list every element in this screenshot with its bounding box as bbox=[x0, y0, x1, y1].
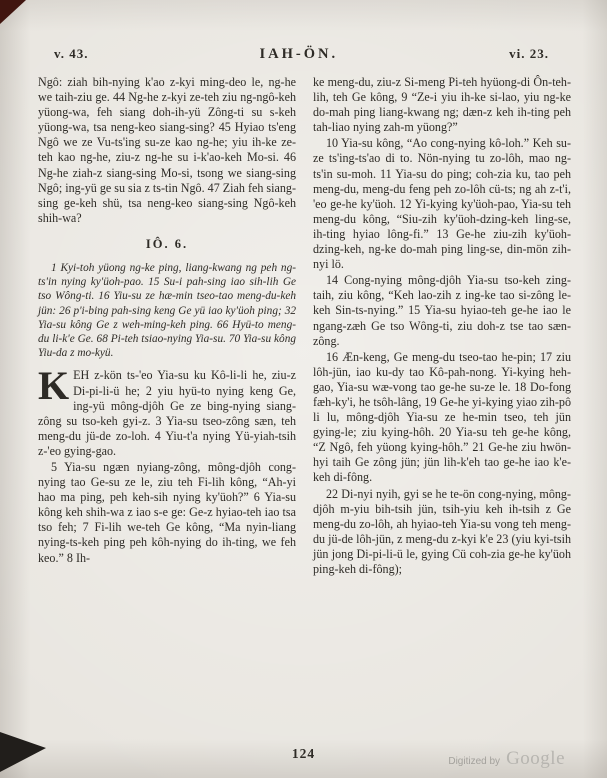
paragraph-continuation: Ngô: ziah bih-nying k'ao z-kyi ming-deo le, ng-he we taih-ziu ge. 44 Ng-he z-kyi ze-teh ziu ng-ngô-keh yüong-wa, feh siang doh-ih-yü Zông-ti su s-keh yüong-wa, tsa neng-keo siang-sing? 45 Hyiao ts'eng Ngô we ze Vu-ts'ing su-ze kao ng-he; yiu ih-ke ze-teh kao ng-he, ziu-z ng-he su i-k'ao-keh Mo-si. 46 Ng-he ziah-z siang-sing Mo-si, tsong we siang-sing Ngô; ing-yü ge su sia z ts-tin Ngô. 47 Ziah feh siang-sing ge-keh shü, tsa neng-keo siang-sing Ngô-keh shih-wa? bbox=[38, 75, 296, 225]
right-column bbox=[313, 75, 571, 735]
text-body bbox=[0, 63, 607, 735]
scan-artifact-corner-bottom-left-icon bbox=[0, 732, 46, 772]
google-logo: Google bbox=[506, 748, 565, 769]
paragraph-continuation: ke meng-du, ziu-z Si-meng Pi-teh hyüong-di Ôn-teh-lih, teh Ge kông, 9 “Ze-i yiu ih-ke si-lao, yiu ng-ke do-mah ping liang-kwang ng; dæn-z keh ih-ting peh tah-liao nying zah-m yüong?” bbox=[313, 75, 571, 135]
verse-reference-left: v. 43. bbox=[54, 46, 89, 61]
chapter-summary: 1 Kyi-toh yüong ng-ke ping, liang-kwang ng peh ng-ts'in nying ky'üoh-pao. 15 Su-i pah-sing iao sih-lih Ge tso Wông-ti. 16 Yiu-su ze hæ-min tseo-tao meng-du-keh jün: 26 p'i-bing pah-sing keng Ge yü iao ky'üoh ping; 32 Yia-su kông Ge z weh-ming-keh ping. 66 Hyü-to meng-du li-k'e Ge. 68 Pi-teh tsiao-nying Yia-su. 70 Yia-su kông Yiu-da z mo-kyü. bbox=[38, 262, 296, 360]
paragraph: 10 Yia-su kông, “Ao cong-nying kô-loh.” Keh su-ze ts'ing-ts'ao di to. Nön-nying tu zo-lôh, mao ng-ts'in su-moh. 11 Yia-su do ping; coh-zia ku, tao peh meng-du, meng-du feng peh zo-lôh cü-ts; ng ah z-t'i, 'eo ge-he ky'üoh. 12 Yi-kying ky'üoh-pao, Yia-su teh meng-du kông, “Siu-zih ky'üoh-dzing-keh ling-se, ih-ting hyiao lông-fi.” 13 Ge-he ziu-zih ky'üoh-dzing-keh, ng-ke do-mah ping ling-se, din-mön zih-nyi lö. bbox=[313, 136, 571, 272]
drop-cap-letter: K bbox=[38, 363, 70, 409]
paragraph: 5 Yia-su ngæn nyiang-zông, mông-djôh cong-nying tao Ge-su ze le, ziu teh Fi-lih kông, “Ah-yi hao ma ping, peh keh-sih nying ky'üoh?” 6 Yia-su kông keh shih-wa z iao s-e ge: Ge-z hyiao-teh iao tsa tso feh; 7 Fi-lih we-teh Ge kông, “Ma nyin-liang nying-ts-keh ping peh kôh-nying do ih-ting, we feh keo.” 8 Ih- bbox=[38, 460, 296, 565]
scan-artifact-corner-top-left-icon bbox=[0, 0, 26, 24]
paragraph: 16 Æn-keng, Ge meng-du tseo-tao he-pin; 17 ziu lôh-jün, iao ku-dy tao Kô-pah-nong. Yi-kying heh-gao, Yia-su wæ-vong tao ge-he su-ze le. 18 Do-fong fæh-ky'i, he tsôh-lâng, 19 Ge-he yi-kying yiao zih-pô li lu, mông-djôh Yia-su ze he-min tseo, teh jün gying-le; ziu kying-hôh. 20 Yia-su teh ge-he kông, “Z Ngô, feh yüong kying-hôh.” 21 Ge-he ziu hwön-hyi taih Ge zông jün; jün lih-k'eh tao ge-he iao k'e-keh di-fông. bbox=[313, 349, 571, 485]
watermark-prefix: Digitized by bbox=[448, 756, 501, 767]
left-column bbox=[38, 75, 296, 735]
verse-reference-right: vi. 23. bbox=[509, 46, 549, 61]
paragraph: 14 Cong-nying mông-djôh Yia-su tso-keh zing-taih, ziu kông, “Keh lao-zih z ing-ke tao si-zông le-keh Sin-ts-nying.” 15 Yia-su hyiao-teh ge-he iao le ngang-zæh Ge tso Wông-ti, ziu doh-z tse tao sæn-zông. bbox=[313, 273, 571, 348]
book-title: IAH-ÖN. bbox=[259, 46, 339, 62]
digitization-watermark bbox=[448, 748, 565, 770]
running-head bbox=[0, 0, 607, 63]
paragraph-text: EH z-kön ts-'eo Yia-su ku Kô-li-li he, ziu-z Di-pi-li-ü he; 2 yiu hyü-to nying keng Ge, ing-yü mông-djôh Ge ze bing-nying siang-zông su tso-keh gyi-z. 3 Yia-su tseo-zông sæn, teh meng-du jü-de zo-loh. 4 Yiu-t'a nying Yü-yiah-tsih z-'eo gying-gao. bbox=[38, 368, 296, 458]
paragraph: 22 Di-nyi nyih, gyi se he te-ön cong-nying, mông-djôh m-yiu bih-tsih jün, tsih-yiu keh ih-tsih z Ge meng-du zo-lôh, ah hyiao-teh Yia-su vong teh meng-du jü-de lôh-jün, z meng-du z-kyi k'e 23 (yiu kyi-tsih jün jong Di-pi-li-ü le, gying Cü coh-zia ge-he ky'üoh ping-keh di-fông); bbox=[313, 486, 571, 576]
page-number: 124 bbox=[291, 746, 316, 761]
chapter-heading: IÔ. 6. bbox=[145, 236, 189, 251]
paragraph-with-dropcap bbox=[38, 363, 296, 459]
